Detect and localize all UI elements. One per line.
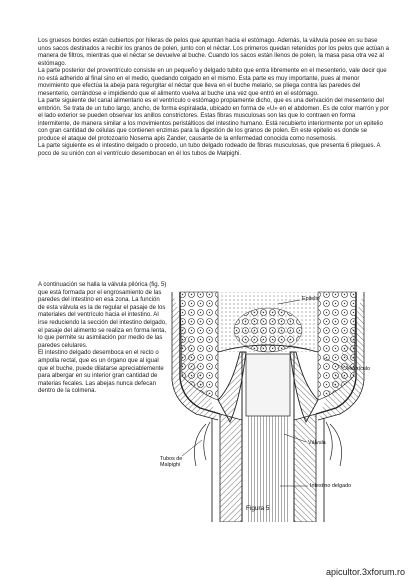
paragraph: La parte posterior del proventrículo consiste en un pequeño y delgado tubito que entra libremente en el mesenterio, vale decir que no está adherido al final sino en el medio, quedando colgado en el mismo. Esta parte es muy importante, pues al menor movimiento que efectúa la abeja para regurgitar el néctar que lleva en el buche melario, se pliega contra las paredes del mesenterio, cerrándose e impidiendo que el alimento vuelva al buche una vez que entró en el estómago. bbox=[38, 68, 387, 97]
paragraph: La parte siguiente es el intestino delgado o procedo, un tubo delgado rodeado de fibras musculosas, que presenta 6 pliegues. A poco de su unión con el ventrículo desembocan en él los tubos de Malpighi. bbox=[38, 143, 381, 157]
intro-text bbox=[38, 38, 390, 158]
label-valvula: Válvula bbox=[308, 440, 326, 446]
paragraph: La parte siguiente del canal alimentario es el ventrículo o estómago propiamente dicho, que es una derivación del mesenterio del embrión. Se trata de un tubo largo, ancho, de forma espiralada, ubicado en forma de «U» en el abdomen. Es de color marrón y por el lado exterior se pueden observar los anillos constrictores. Estas fibras musculosas son las que lo contraen en forma intermitente, de manera similar a los movimientos peristálticos del intestino humano. Está recubierto interiormente por un epitelio con gran cantidad de células que contienen enzimas para la digestión de los granos de polen. En este epitelio es donde se produce el ataque del protozoario Nosema apis Zander, causante de la enfermedad conocida como nosemosis. bbox=[38, 98, 389, 142]
label-tubos-malpighi: Tubos de Malpighi bbox=[160, 456, 183, 468]
footer-site: apicultor.3xforum.ro bbox=[325, 567, 405, 577]
label-intestino-delgado: Intestino delgado bbox=[310, 483, 352, 489]
footer bbox=[0, 567, 411, 577]
paragraph: El intestino delgado desemboca en el recto o ampolla rectal, que es un órgano que al igual que el buche, puede dilatarse apreciablemente para albergar en su interior gran cantidad de materias fecales. Las abejas nunca defecan dentro de la colmena. bbox=[38, 350, 164, 395]
paragraph: A continuación se halla la válvula pilórica (fig. 5) que está formada por el engrosamiento de las paredes del intestino en esa zona. La función de esta válvula es la de regular el pasaje de los materiales del ventrículo hacia el intestino. Al irse reduciendo la sección del intestino delgado, el pasaje del alimento se realiza en forma lenta, lo que permite su asimilación por medio de las paredes celulares. bbox=[38, 282, 167, 349]
figure-5 bbox=[160, 290, 384, 522]
label-ventriculo: Ventrículo bbox=[346, 366, 370, 372]
figure-caption: Figura 5 bbox=[246, 505, 270, 512]
paragraph: Los gruesos bordes están cubiertos por hileras de pelos que apuntan hacia el estómago. Además, la válvula posee en su base unos sacos destinados a recibir los granos de polen, junto con el néctar. Los primeros quedan retenidos por los pelos que actúan a manera de filtros, mientras que el néctar se devuelve al buche. Cuando los sacos están llenos de polen, la masa pasa otra vez al estómago. bbox=[38, 38, 389, 67]
label-epitelio: Epitelio bbox=[302, 296, 320, 302]
side-text bbox=[38, 282, 168, 396]
